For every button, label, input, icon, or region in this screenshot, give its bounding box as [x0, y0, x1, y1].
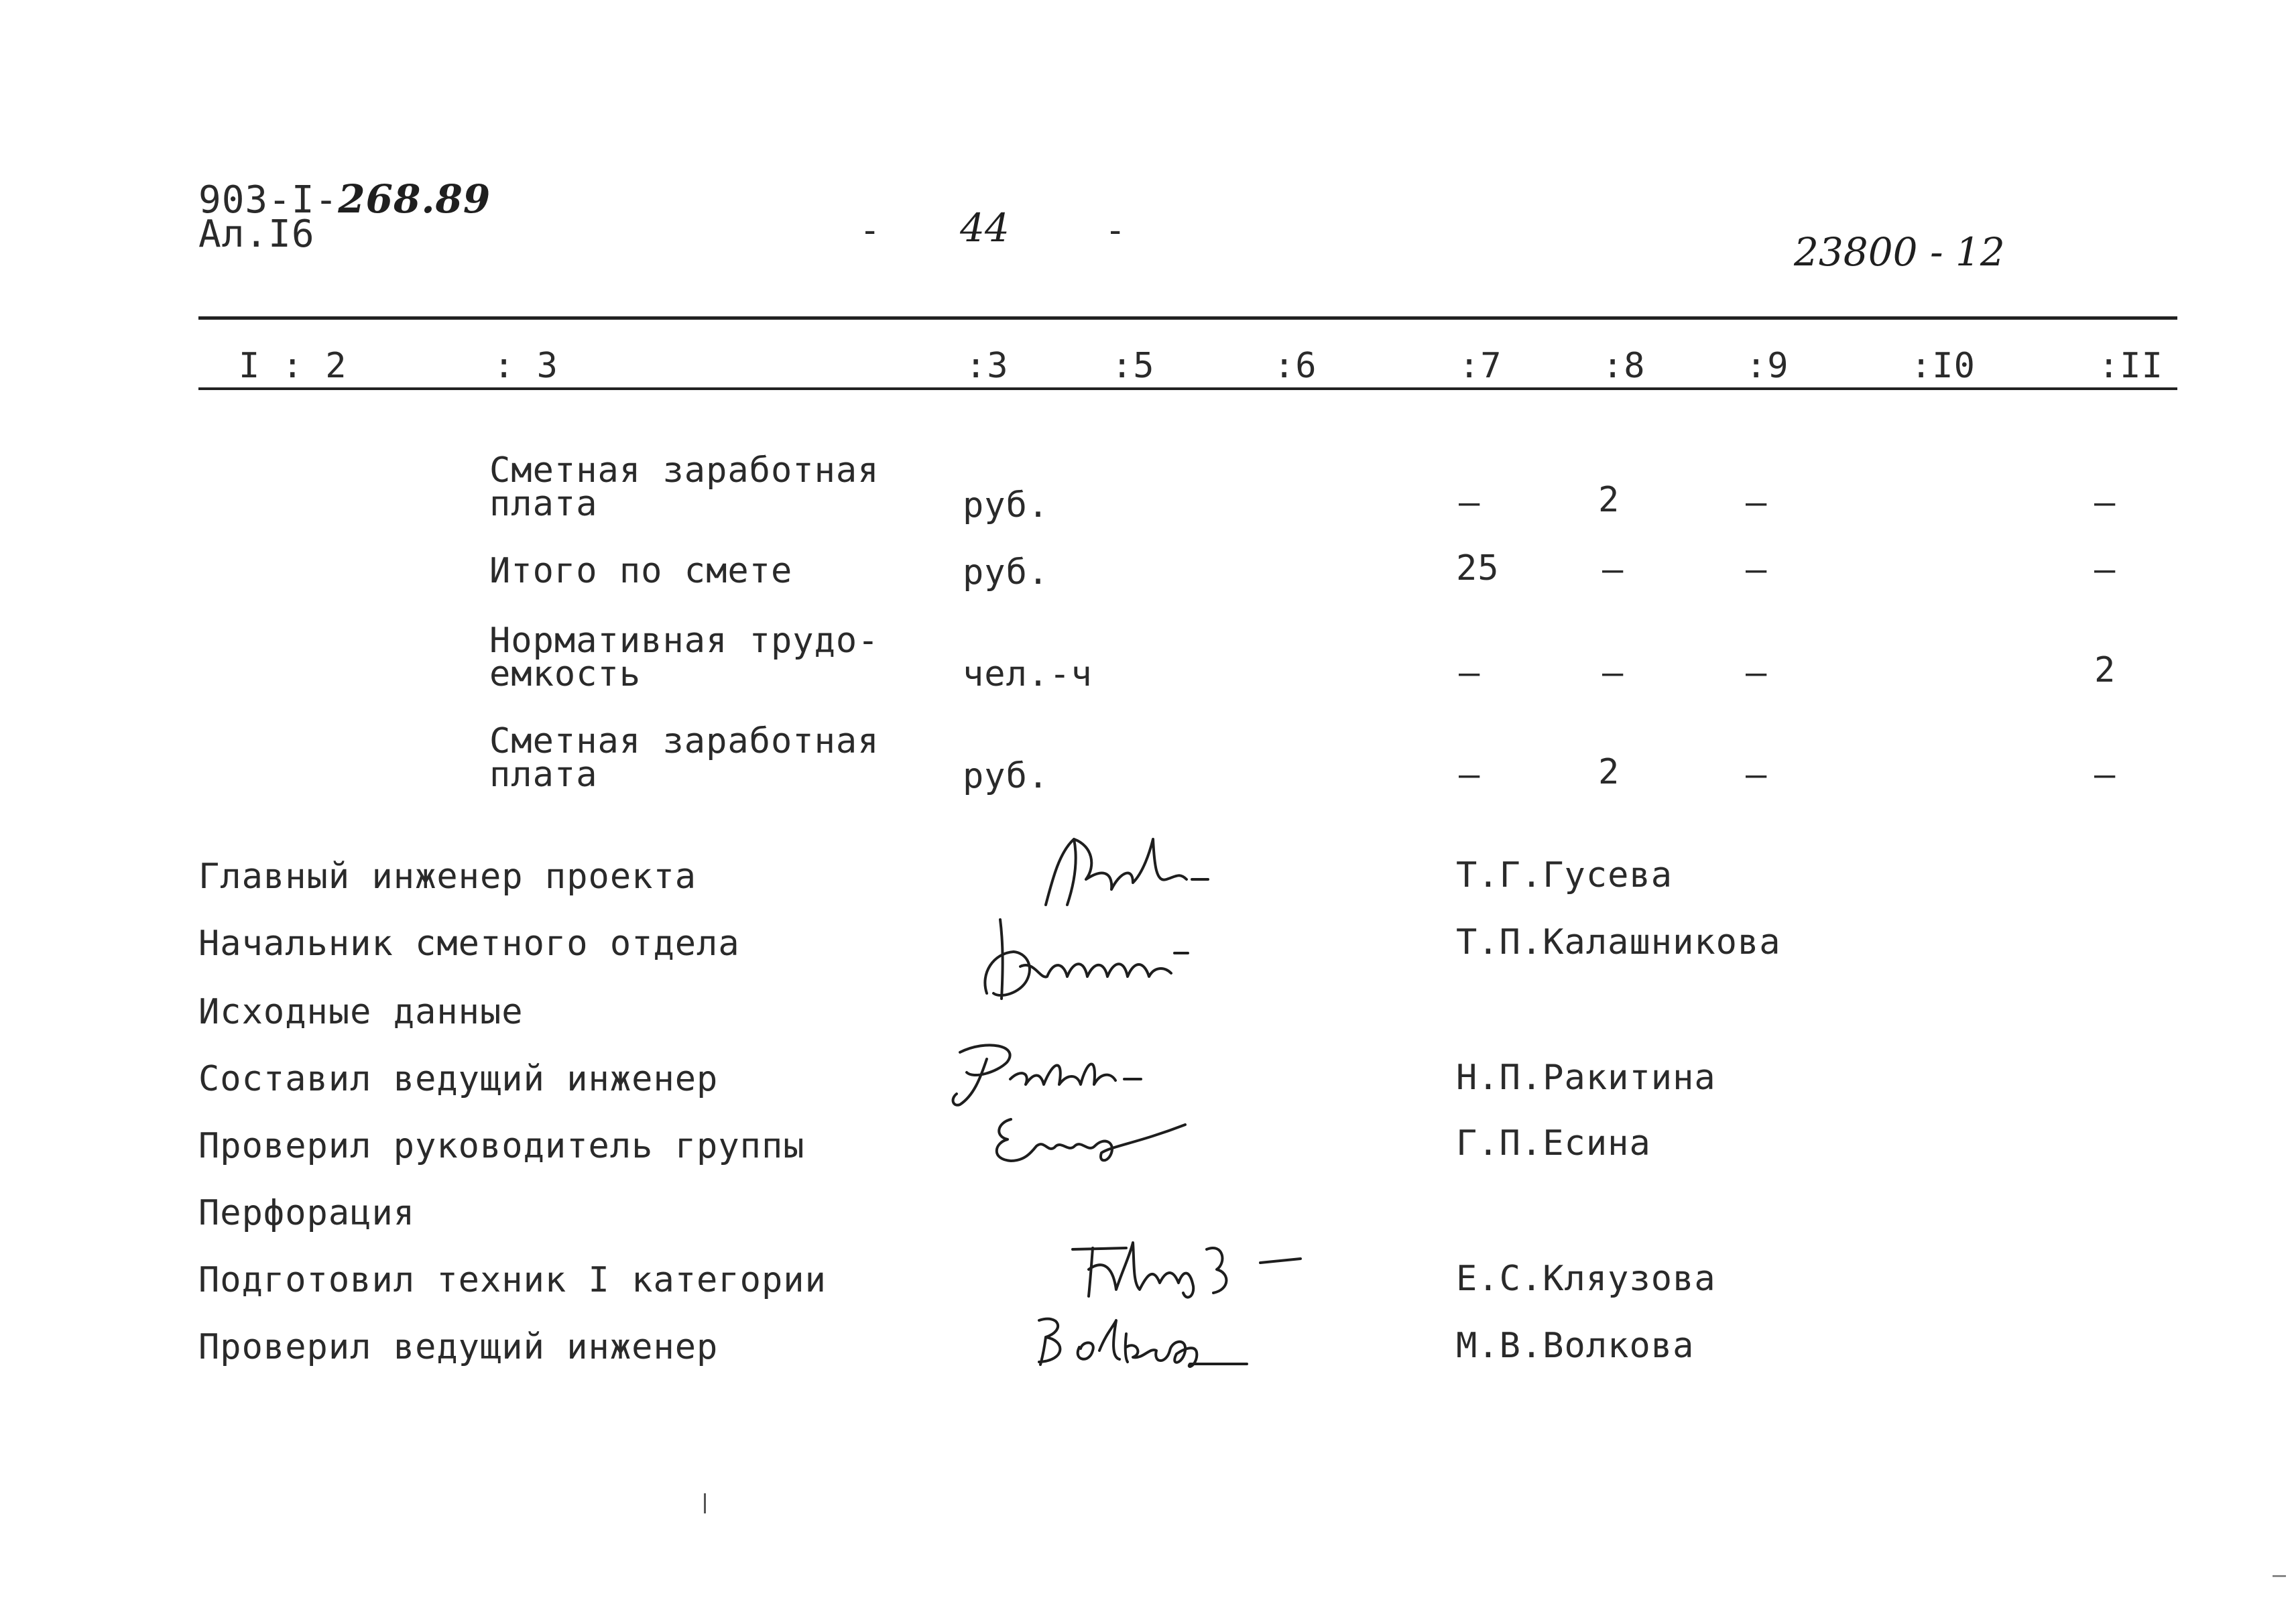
signature-role: Составил ведущий инженер [198, 1059, 719, 1099]
signatory-name: М.В.Волкова [1456, 1326, 1695, 1366]
doc-code-handwritten: 268.89 [338, 176, 491, 222]
cell-col-9: – [1746, 483, 1768, 523]
signature-role: Проверил ведущий инженер [198, 1327, 719, 1367]
handwritten-signature [1066, 1229, 1307, 1303]
column-header-8: :8 [1602, 346, 1646, 386]
column-header-11: :II [2098, 346, 2163, 386]
cell-col-7: – [1459, 483, 1481, 523]
handwritten-signature [984, 1106, 1199, 1173]
cell-col-11: – [2094, 483, 2116, 523]
page-dash-left: - [859, 210, 882, 251]
column-header-10: :I0 [1911, 346, 1976, 386]
signature-role: Перфорация [198, 1193, 416, 1233]
cell-col-9: – [1746, 653, 1768, 693]
signatory-name: Т.П.Калашникова [1456, 922, 1781, 962]
header-bottom-rule [198, 387, 2177, 390]
scan-mark [704, 1493, 706, 1513]
column-header-5: :5 [1111, 346, 1155, 386]
cell-col-7: – [1459, 653, 1481, 693]
row-unit: руб. [963, 756, 1050, 796]
scan-mark [2273, 1575, 2286, 1577]
row-unit: чел.-ч [963, 654, 1093, 694]
column-header-7: :7 [1459, 346, 1502, 386]
cell-col-9: – [1746, 550, 1768, 590]
row-label-cont: емкость [489, 654, 642, 694]
reference-number: 23800 - 12 [1794, 229, 2005, 275]
signature-role: Начальник сметного отдела [198, 924, 740, 964]
top-rule [198, 316, 2177, 320]
cell-col-8: 2 [1598, 752, 1620, 792]
row-label: Сметная заработная [489, 721, 880, 761]
cell-col-8: – [1602, 653, 1624, 693]
column-header-3a: : 3 [493, 346, 558, 386]
column-header-6: :6 [1274, 346, 1317, 386]
cell-col-7: 25 [1456, 548, 1500, 588]
signature-role: Подготовил техник I категории [198, 1260, 827, 1300]
handwritten-signature [947, 1032, 1154, 1113]
row-label: Нормативная трудо- [489, 621, 880, 661]
cell-col-11: – [2094, 755, 2116, 795]
row-unit: руб. [963, 485, 1050, 525]
handwritten-signature [1026, 1307, 1254, 1374]
signature-role: Главный инженер проекта [198, 857, 697, 897]
column-header-9: :9 [1746, 346, 1789, 386]
signatory-name: Г.П.Есина [1456, 1123, 1651, 1164]
row-unit: руб. [963, 552, 1050, 592]
row-label-cont: плата [489, 484, 598, 524]
column-header-3b: :3 [965, 346, 1009, 386]
doc-code-prefix: 903-I- [198, 178, 339, 222]
cell-col-9: – [1746, 755, 1768, 795]
signature-role: Проверил руководитель группы [198, 1126, 805, 1166]
signatory-name: Т.Г.Гусева [1456, 855, 1673, 895]
signature-role: Исходные данные [198, 992, 524, 1032]
column-header-1-2: I : 2 [239, 346, 347, 386]
signatory-name: Н.П.Ракитина [1456, 1058, 1716, 1098]
row-label: Итого по смете [489, 551, 793, 591]
cell-col-11: 2 [2094, 650, 2116, 690]
handwritten-signature [973, 913, 1195, 1007]
cell-col-7: – [1459, 755, 1481, 795]
page-dash-right: - [1105, 210, 1127, 251]
row-label-cont: плата [489, 755, 598, 795]
signatory-name: Е.С.Кляузова [1456, 1259, 1716, 1299]
cell-col-8: – [1602, 550, 1624, 590]
handwritten-signature [1032, 826, 1220, 913]
cell-col-11: – [2094, 550, 2116, 590]
cell-col-8: 2 [1598, 480, 1620, 520]
row-label: Сметная заработная [489, 450, 880, 491]
sheet-number: Ал.I6 [198, 212, 315, 256]
page-number: 44 [960, 205, 1010, 251]
